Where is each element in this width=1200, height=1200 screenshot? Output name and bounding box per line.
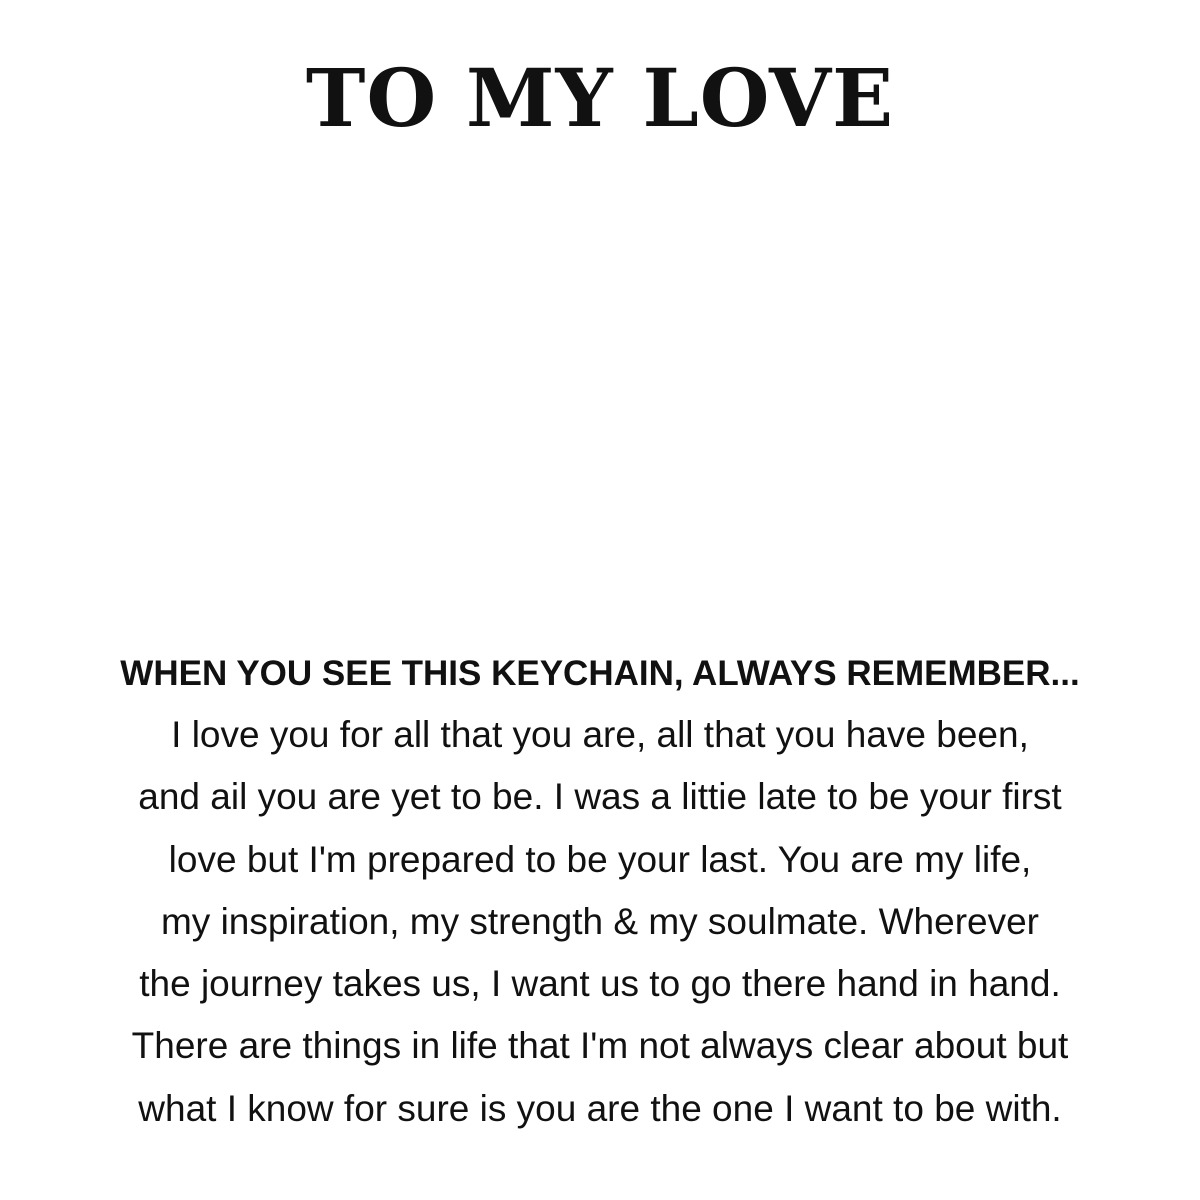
- message-line: There are things in life that I'm not always clear about but: [131, 1025, 1069, 1067]
- message-heading: WHEN YOU SEE THIS KEYCHAIN, ALWAYS REMEMBER...: [120, 654, 1080, 693]
- message-line: and ail you are yet to be. I was a littie late to be your first: [138, 776, 1062, 818]
- message-line: my inspiration, my strength & my soulmate. Wherever: [160, 900, 1039, 942]
- message-line: the journey takes us, I want us to go there hand in hand.: [139, 963, 1061, 1005]
- message-line: what I know for sure is you are the one I want to be with.: [138, 1087, 1062, 1129]
- page-title: TO MY LOVE: [305, 51, 895, 145]
- message-block: [40, 644, 1160, 1140]
- message-line: love but I'm prepared to be your last. You are my life,: [168, 838, 1032, 880]
- message-line: I love you for all that you are, all that you have been,: [171, 714, 1029, 755]
